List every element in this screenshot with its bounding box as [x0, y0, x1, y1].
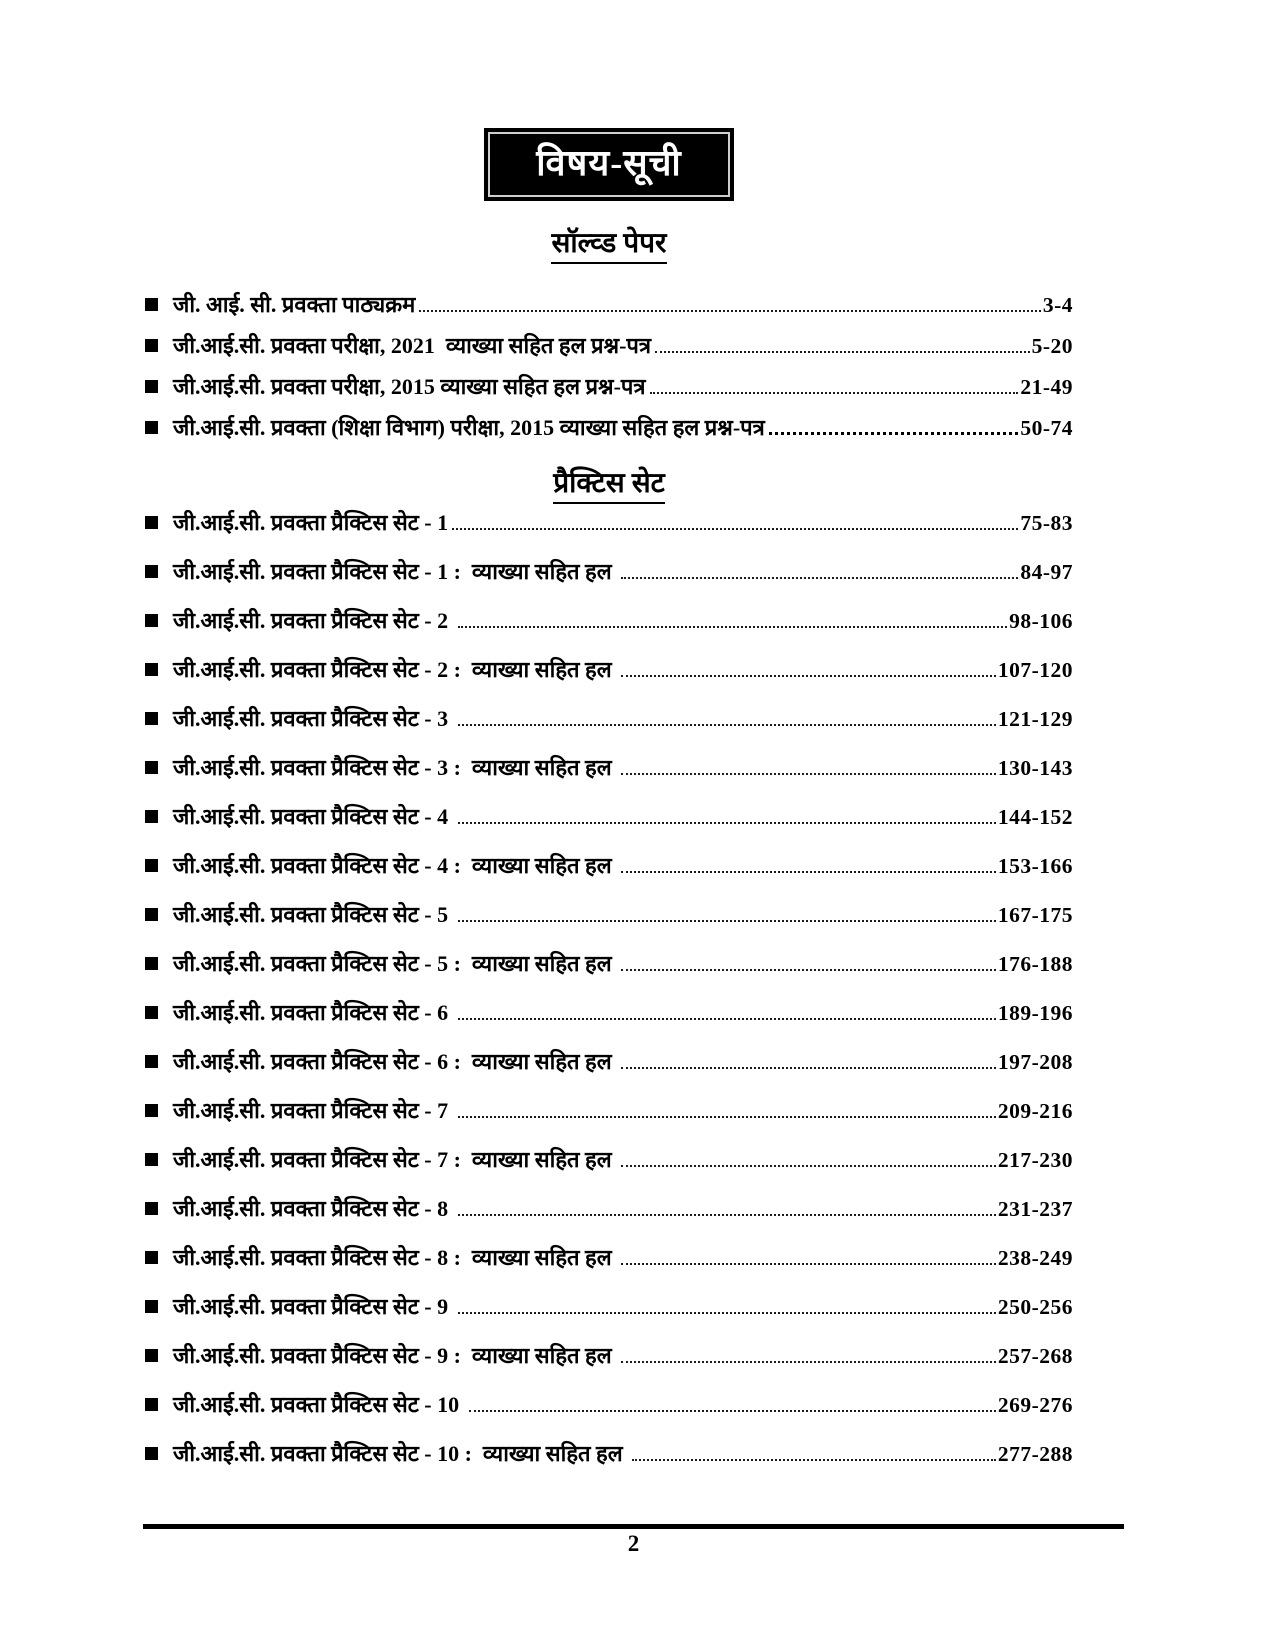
toc-entry — [145, 654, 1073, 703]
toc-entry-label: जी.आई.सी. प्रवक्ता प्रैक्टिस सेट - 8 : व्याख्या सहित हल — [173, 1245, 618, 1270]
dotted-leader — [458, 626, 1007, 628]
toc-entry-label: जी.आई.सी. प्रवक्ता प्रैक्टिस सेट - 6 : व्याख्या सहित हल — [173, 1049, 618, 1074]
dotted-leader — [769, 432, 1019, 435]
bullet-square-icon — [145, 565, 158, 578]
bullet-square-icon — [145, 908, 158, 921]
dotted-leader — [452, 528, 1018, 530]
page-title-box — [484, 128, 734, 201]
bullet-square-icon — [145, 516, 158, 529]
toc-entry — [145, 703, 1073, 752]
toc-entry-pages: 84-97 — [1020, 560, 1073, 584]
page-title: विषय-सूची — [536, 143, 682, 183]
table-of-contents — [145, 223, 1073, 1487]
bullet-square-icon — [145, 1006, 158, 1019]
toc-entry — [145, 899, 1073, 948]
dotted-leader — [632, 1459, 996, 1461]
toc-entry — [145, 330, 1073, 371]
bullet-square-icon — [145, 380, 158, 393]
toc-entry — [145, 507, 1073, 556]
toc-entry — [145, 412, 1073, 453]
dotted-leader — [650, 392, 1019, 394]
toc-entry-pages: 277-288 — [997, 1442, 1073, 1466]
bullet-square-icon — [145, 859, 158, 872]
dotted-leader — [621, 1361, 996, 1363]
toc-entry-pages: 189-196 — [997, 1001, 1073, 1025]
toc-entry-pages: 197-208 — [997, 1050, 1073, 1074]
toc-entry — [145, 605, 1073, 654]
dotted-leader — [621, 1067, 996, 1069]
title-wrap — [145, 128, 1073, 201]
toc-entry-label: जी.आई.सी. प्रवक्ता प्रैक्टिस सेट - 7 — [173, 1098, 454, 1123]
dotted-leader — [469, 1410, 996, 1412]
toc-entry-label: जी.आई.सी. प्रवक्ता प्रैक्टिस सेट - 4 : व्याख्या सहित हल — [173, 853, 618, 878]
bullet-square-icon — [145, 1251, 158, 1264]
section-heading-label: प्रैक्टिस सेट — [553, 468, 665, 504]
toc-entry-label: जी.आई.सी. प्रवक्ता प्रैक्टिस सेट - 7 : व्याख्या सहित हल — [173, 1147, 618, 1172]
toc-entry-label: जी.आई.सी. प्रवक्ता प्रैक्टिस सेट - 10 — [173, 1392, 465, 1417]
dotted-leader — [621, 969, 996, 971]
bullet-square-icon — [145, 810, 158, 823]
toc-entry — [145, 1389, 1073, 1438]
toc-entry-label: जी.आई.सी. प्रवक्ता प्रैक्टिस सेट - 3 — [173, 706, 454, 731]
section-heading-label: सॉल्व्ड पेपर — [551, 228, 666, 264]
toc-entry-label: जी.आई.सी. प्रवक्ता प्रैक्टिस सेट - 8 — [173, 1196, 454, 1221]
toc-entry — [145, 997, 1073, 1046]
bullet-square-icon — [145, 1300, 158, 1313]
toc-entry-label: जी. आई. सी. प्रवक्ता पाठ्यक्रम — [173, 292, 416, 317]
toc-entry-label: जी.आई.सी. प्रवक्ता परीक्षा, 2015 व्याख्या सहित हल प्रश्न-पत्र — [173, 374, 646, 399]
toc-entry-label: जी.आई.सी. प्रवक्ता परीक्षा, 2021 व्याख्या सहित हल प्रश्न-पत्र — [173, 333, 652, 358]
toc-entry — [145, 752, 1073, 801]
bullet-square-icon — [145, 1349, 158, 1362]
toc-entry-label: जी.आई.सी. प्रवक्ता प्रैक्टिस सेट - 6 — [173, 1000, 454, 1025]
toc-entry-pages: 250-256 — [997, 1295, 1073, 1319]
toc-entry-label: जी.आई.सी. प्रवक्ता प्रैक्टिस सेट - 9 : व्याख्या सहित हल — [173, 1343, 618, 1368]
toc-entry-pages: 3-4 — [1042, 293, 1073, 317]
toc-entry — [145, 1242, 1073, 1291]
toc-entry — [145, 289, 1073, 330]
toc-entry-label: जी.आई.सी. प्रवक्ता प्रैक्टिस सेट - 5 — [173, 902, 454, 927]
bullet-square-icon — [145, 1104, 158, 1117]
toc-entry-pages: 75-83 — [1020, 511, 1073, 535]
toc-entry — [145, 1340, 1073, 1389]
toc-entry-pages: 257-268 — [997, 1344, 1073, 1368]
page-title-inner-border — [488, 132, 730, 197]
bullet-square-icon — [145, 1153, 158, 1166]
page-content — [145, 128, 1073, 1487]
bullet-square-icon — [145, 298, 158, 311]
dotted-leader — [621, 1263, 996, 1265]
toc-entry-pages: 238-249 — [997, 1246, 1073, 1270]
toc-entry — [145, 1046, 1073, 1095]
toc-entry-pages: 98-106 — [1009, 609, 1073, 633]
toc-entry-label: जी.आई.सी. प्रवक्ता प्रैक्टिस सेट - 5 : व्याख्या सहित हल — [173, 951, 618, 976]
toc-entry-label: जी.आई.सी. प्रवक्ता प्रैक्टिस सेट - 3 : व्याख्या सहित हल — [173, 755, 618, 780]
bullet-square-icon — [145, 663, 158, 676]
footer-page-number: 2 — [627, 1531, 640, 1556]
dotted-leader — [621, 577, 1018, 579]
bullet-square-icon — [145, 1055, 158, 1068]
toc-entry — [145, 850, 1073, 899]
bullet-square-icon — [145, 614, 158, 627]
bullet-square-icon — [145, 339, 158, 352]
toc-entry — [145, 556, 1073, 605]
dotted-leader — [621, 1165, 996, 1167]
bullet-square-icon — [145, 421, 158, 434]
toc-entry-pages: 107-120 — [997, 658, 1073, 682]
dotted-leader — [621, 871, 996, 873]
toc-entry-pages: 176-188 — [997, 952, 1073, 976]
dotted-leader — [621, 773, 996, 775]
section-heading-solved-paper — [145, 223, 1073, 261]
toc-entry-pages: 269-276 — [997, 1393, 1073, 1417]
toc-entry-pages: 50-74 — [1020, 416, 1073, 440]
toc-section-list — [145, 289, 1073, 453]
dotted-leader — [458, 724, 996, 726]
toc-entry-pages: 130-143 — [997, 756, 1073, 780]
dotted-leader — [458, 1312, 996, 1314]
toc-entry — [145, 1095, 1073, 1144]
bullet-square-icon — [145, 761, 158, 774]
toc-entry — [145, 948, 1073, 997]
dotted-leader — [655, 351, 1030, 353]
toc-entry-pages: 167-175 — [997, 903, 1073, 927]
toc-entry — [145, 1291, 1073, 1340]
toc-section-list — [145, 507, 1073, 1487]
toc-entry-pages: 21-49 — [1020, 375, 1073, 399]
toc-entry-pages: 5-20 — [1031, 334, 1073, 358]
toc-entry-label: जी.आई.सी. प्रवक्ता प्रैक्टिस सेट - 1 — [173, 510, 449, 535]
bullet-square-icon — [145, 1447, 158, 1460]
toc-entry-label: जी.आई.सी. प्रवक्ता प्रैक्टिस सेट - 9 — [173, 1294, 454, 1319]
toc-entry-label: जी.आई.सी. प्रवक्ता प्रैक्टिस सेट - 10 : व्याख्या सहित हल — [173, 1441, 629, 1466]
dotted-leader — [621, 675, 996, 677]
toc-entry-label: जी.आई.सी. प्रवक्ता (शिक्षा विभाग) परीक्षा, 2015 व्याख्या सहित हल प्रश्न-पत्र — [173, 415, 765, 440]
dotted-leader — [419, 310, 1041, 312]
toc-entry-pages: 153-166 — [997, 854, 1073, 878]
dotted-leader — [458, 822, 996, 824]
toc-entry-pages: 209-216 — [997, 1099, 1073, 1123]
toc-entry — [145, 1144, 1073, 1193]
toc-entry-label: जी.आई.सी. प्रवक्ता प्रैक्टिस सेट - 4 — [173, 804, 454, 829]
bullet-square-icon — [145, 712, 158, 725]
toc-entry — [145, 801, 1073, 850]
bullet-square-icon — [145, 1202, 158, 1215]
dotted-leader — [458, 920, 996, 922]
dotted-leader — [458, 1214, 996, 1216]
bullet-square-icon — [145, 1398, 158, 1411]
bullet-square-icon — [145, 957, 158, 970]
toc-entry — [145, 1193, 1073, 1242]
toc-entry-pages: 144-152 — [997, 805, 1073, 829]
dotted-leader — [458, 1018, 996, 1020]
section-heading-practice-set — [145, 463, 1073, 501]
toc-entry-pages: 121-129 — [997, 707, 1073, 731]
toc-entry — [145, 371, 1073, 412]
toc-entry-pages: 217-230 — [997, 1148, 1073, 1172]
toc-entry-label: जी.आई.सी. प्रवक्ता प्रैक्टिस सेट - 2 — [173, 608, 454, 633]
footer-rule — [143, 1524, 1124, 1529]
toc-entry-pages: 231-237 — [997, 1197, 1073, 1221]
toc-entry-label: जी.आई.सी. प्रवक्ता प्रैक्टिस सेट - 1 : व्याख्या सहित हल — [173, 559, 618, 584]
dotted-leader — [458, 1116, 996, 1118]
toc-entry-label: जी.आई.सी. प्रवक्ता प्रैक्टिस सेट - 2 : व्याख्या सहित हल — [173, 657, 618, 682]
toc-entry — [145, 1438, 1073, 1487]
